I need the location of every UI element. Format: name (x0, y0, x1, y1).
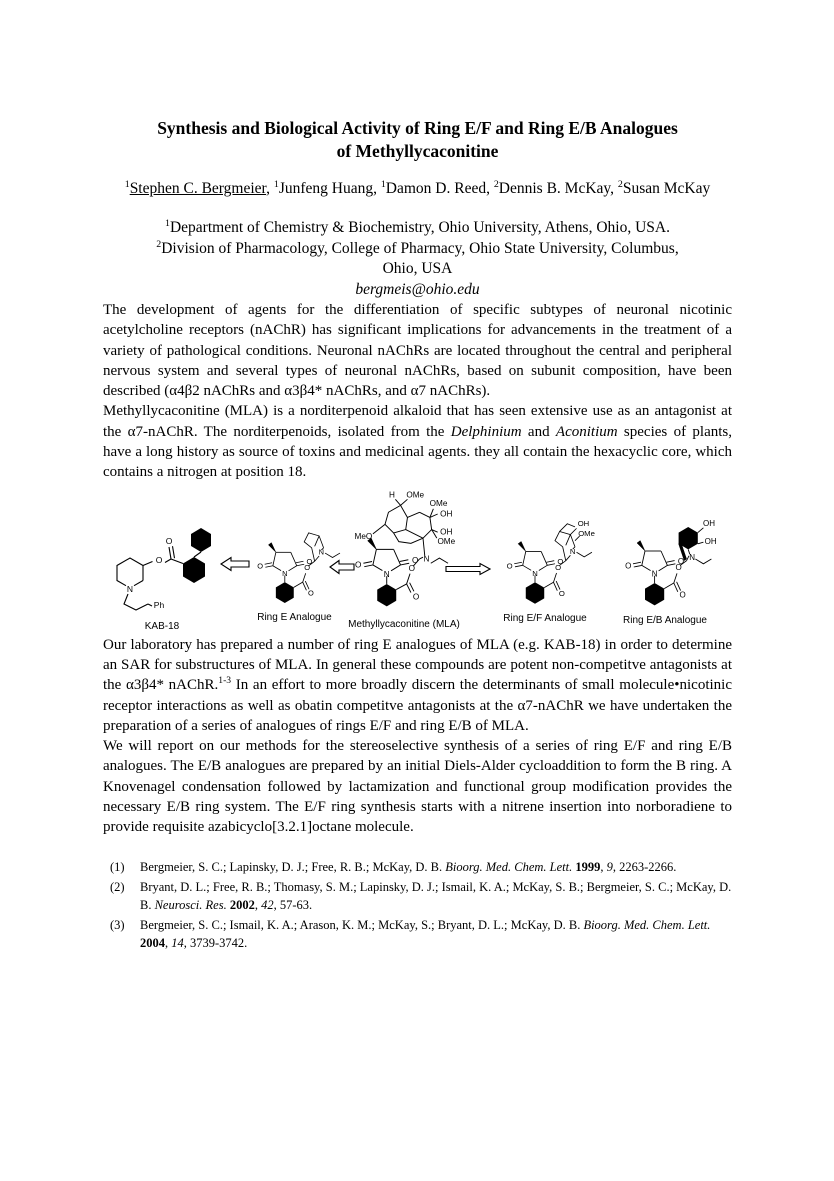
atom-label-h: H (388, 490, 395, 500)
atom-label-left-o: O (625, 561, 632, 571)
mla-bonds (363, 499, 448, 606)
atom-label-oh2: OH (440, 527, 453, 537)
ring-ef-structure-drawing (495, 516, 595, 610)
atom-label-left-o: O (506, 561, 513, 571)
atom-label-imide-n: N (651, 569, 658, 579)
atom-label-oh: OH (577, 518, 590, 528)
affiliation-2-continued: Ohio, USA (382, 260, 453, 277)
caption-ring-eb: Ring E/B Analogue (623, 614, 707, 626)
atom-label-right-o: O (677, 556, 685, 566)
ring-ef-atom-labels (507, 519, 595, 598)
reference-2-text: Bryant, D. L.; Free, R. B.; Thomasy, S. M.; Lapinsky, D. J.; Ismail, K. A.; McKay, S. B.; Bergmeier, S. C.; McKay, D. B. Neurosci. Res. 2002, 42, 57-63. (140, 880, 732, 912)
references-list (103, 859, 732, 953)
atom-label-right-o: O (412, 555, 419, 565)
reference-3-number: (3) (110, 918, 125, 933)
atom-label-ester-o: O (155, 554, 163, 565)
reference-1 (103, 859, 732, 877)
reference-1-text: Bergmeier, S. C.; Lapinsky, D. J.; Free, R. B.; McKay, D. B. Bioorg. Med. Chem. Lett. 1999, 9, 2263-2266. (140, 859, 677, 874)
atom-label-ome: OMe (578, 528, 595, 538)
atom-label-ester-o: O (408, 563, 415, 573)
paragraph-2: Methyllycaconitine (MLA) is a norditerpenoid alkaloid that has seen extensive use as an antagonist at the α7-nAChR. The norditerpenoids, isolated from the Delphinium and Aconitium species of plants, have a long history as source of toxins and medicinal agents. they all contain the hexacyclic core, which contains a nitrogen at position 18. (103, 403, 732, 481)
mla-structure-drawing (347, 488, 461, 616)
affiliation-2: $^2$Division of Pharmacology, College of Pharmacy, Ohio State University, Columbus, (156, 238, 679, 257)
reference-2-number: (2) (110, 880, 125, 895)
ring-eb-atom-labels (625, 519, 717, 599)
atom-label-oh2: OH (704, 536, 717, 546)
authors-line: $^1$Stephen C. Bergmeier, $^1$Junfeng Huang, $^1$Damon D. Reed, $^2$Dennis B. McKay, $^2$Susan McKay (124, 178, 711, 197)
atom-label-right-o: O (557, 556, 564, 566)
atom-label-ester-o: O (555, 562, 562, 572)
atom-label-amine-n: N (318, 547, 325, 557)
chemical-structures-figure (103, 486, 732, 635)
paragraph-3: Our laboratory has prepared a number of ring E analogues of MLA (e.g. KAB-18) in order to determine an SAR for substructures of MLA. In general these compounds are potent non-competitve antagonists at the α3β4* nAChR.$^{1-3}$ In an effort to more broadly discern the determinants of small molecule•nicotinic receptor interactions as well as obatin competitve antagonists at the α7-nAChR we have undertaken the preparation of a series of analogues of rings E/F and ring E/B of MLA. (103, 636, 732, 734)
paper-title-line2: of Methyllycaconitine (336, 141, 499, 161)
atom-label-right-o: O (306, 556, 313, 566)
paragraph-1: The development of agents for the differentiation of specific subtypes of neuronal nicotinic acetylcholine receptors (nAChR) has significant implications for advancements in the treatment of a variety of pathological conditions. Neuronal nAChRs are located throughout the central and peripheral nervous system and several types of neuronal nAChRs, based on subunit composition, have been described (α4β2 nAChRs and α3β4* nAChRs, and α7 nAChRs). (103, 302, 732, 400)
kab18-atom-labels (127, 536, 173, 610)
atom-label-imide-n: N (282, 568, 288, 578)
atom-label-meo: MeO (354, 531, 373, 541)
ring-eb-structure-drawing (613, 514, 717, 612)
atom-label-ester-o: O (675, 562, 682, 572)
reference-2 (103, 879, 732, 914)
atom-label-ome2: OMe (429, 498, 448, 508)
atom-label-n: N (126, 583, 134, 594)
caption-ring-e: Ring E Analogue (257, 611, 332, 623)
caption-mla: Methyllycaconitine (MLA) (348, 618, 460, 630)
kab18-bonds (117, 528, 211, 610)
reference-3-text: Bergmeier, S. C.; Ismail, K. A.; Arason, K. M.; McKay, S.; Bryant, D. L.; McKay, D. B. Bioorg. Med. Chem. Lett. 2004, 14, 3739-3742. (140, 918, 711, 950)
paper-title (103, 117, 732, 163)
atom-label-amine-n: N (689, 552, 696, 562)
atom-label-ome1: OMe (406, 490, 425, 500)
atom-label-amine-n: N (569, 546, 576, 556)
paper-title-line1: Synthesis and Biological Activity of Ring E/F and Ring E/B Analogues (157, 118, 678, 138)
atom-label-carbonyl-o: O (679, 590, 686, 600)
affiliations-block (103, 218, 732, 300)
caption-kab18: KAB-18 (144, 620, 180, 632)
atom-label-oh1: OH (703, 518, 715, 528)
atom-label-carbonyl-o: O (165, 535, 173, 546)
reference-1-number: (1) (110, 859, 125, 874)
atom-label-carbonyl-o: O (308, 588, 314, 598)
reference-3 (103, 917, 732, 952)
structure-ring-ef-analogue (495, 516, 595, 625)
atom-label-ester-o: O (304, 562, 311, 572)
ring-eb-bonds (633, 527, 711, 605)
atom-label-ome3: OMe (437, 536, 456, 546)
caption-ring-ef: Ring E/F Analogue (503, 612, 587, 624)
atom-label-ph: Ph (153, 599, 165, 610)
right-open-arrow-icon (445, 562, 491, 576)
atom-label-carbonyl-o: O (558, 588, 565, 598)
atom-label-carbonyl-o: O (412, 592, 420, 602)
atom-label-amine-n: N (423, 554, 430, 564)
structure-ring-eb-analogue (613, 514, 717, 627)
atom-label-left-o: O (355, 560, 362, 570)
structure-kab18 (103, 526, 221, 633)
atom-label-imide-n: N (532, 568, 538, 578)
atom-label-imide-n: N (383, 569, 390, 579)
structure-mla (347, 488, 461, 631)
affiliation-1: $^1$Department of Chemistry & Biochemistry, Ohio University, Athens, Ohio, USA. (165, 217, 670, 236)
kab18-structure-drawing (103, 526, 221, 618)
atom-label-left-o: O (257, 561, 264, 571)
paragraph-4: We will report on our methods for the stereoselective synthesis of a series of ring E/F and ring E/B analogues. The E/B analogues are prepared by an initial Diels-Alder cycloaddition to form the B ring. A Knovenagel condensation followed by lactamization and functional group modification provides the necessary E/B ring system. The E/F ring synthesis starts with a nitrene insertion into norboradiene to provide requisite azabicyclo[3.2.1]octane molecule. (103, 738, 732, 836)
page-content (103, 0, 732, 952)
atom-label-oh1: OH (440, 509, 453, 519)
contact-email: bergmeis@ohio.edu (355, 280, 480, 298)
